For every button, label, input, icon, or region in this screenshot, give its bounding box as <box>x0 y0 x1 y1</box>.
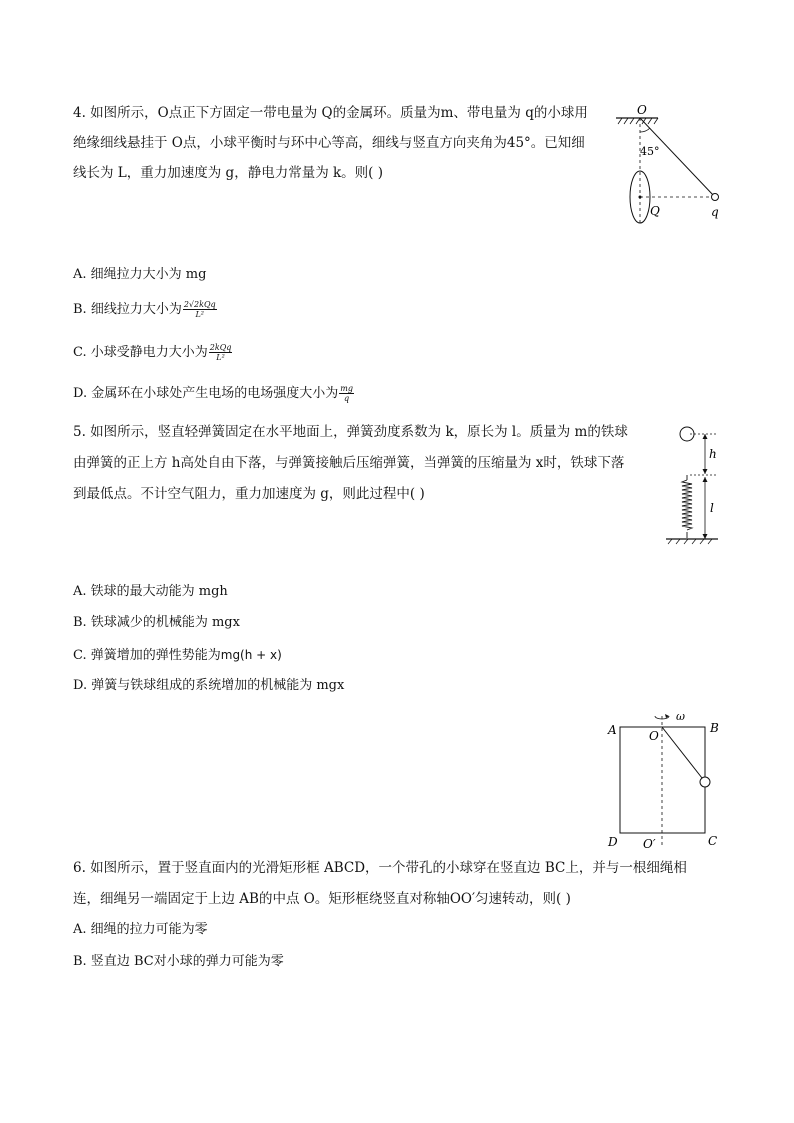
q5-option-b: B. 铁球减少的机械能为 mgx <box>73 615 240 630</box>
q4-option-b-label: B. 细线拉力大小为 <box>73 302 182 317</box>
q4-line-1: 4. 如图所示，O点正下方固定一带电量为 Q的金属环。质量为m、带电量为 q的小球用 <box>73 105 588 121</box>
q5-option-c-label: C. 弹簧增加的弹性势能为 <box>73 648 221 663</box>
q5-label-l: l <box>710 501 714 515</box>
q4-line-2: 绝缘细线悬挂于 O点，小球平衡时与环中心等高，细线与竖直方向夹角为45°。已知细 <box>73 135 585 151</box>
q6-option-b: B. 竖直边 BC对小球的弹力可能为零 <box>73 954 284 969</box>
q4-option-c-fraction: $\frac{\text{2kQq}}{\text{L²}}$ <box>209 343 232 362</box>
q6-rope <box>662 727 702 778</box>
q6-label-A: A <box>608 723 617 737</box>
q4-option-d <box>73 384 354 404</box>
q4-label-O: O <box>637 103 647 117</box>
q5-option-c <box>73 645 282 666</box>
q4-label-q: q <box>711 205 719 219</box>
q5-label-h: h <box>709 447 717 461</box>
q5-figure-spring <box>660 422 730 547</box>
q6-option-a: A. 细绳的拉力可能为零 <box>73 922 208 937</box>
q5-option-c-expression: mg(h + x) <box>220 648 282 662</box>
q4-option-d-fraction: $\frac{mg}{q}$ <box>340 384 353 403</box>
q4-option-a: A. 细绳拉力大小为 mg <box>73 267 207 282</box>
q4-ball <box>712 194 719 201</box>
q6-figure-frame <box>600 706 730 852</box>
q6-line-2: 连，细绳另一端固定于上边 AB的中点 O。矩形框绕竖直对称轴OO′匀速转动，则( ) <box>73 891 571 907</box>
q6-label-C: C <box>708 834 718 848</box>
q5-option-a: A. 铁球的最大动能为 mgh <box>73 584 228 599</box>
q4-option-d-label: D. 金属环在小球处产生电场的电场强度大小为 <box>73 386 339 401</box>
q6-label-O-prime: O′ <box>643 837 656 851</box>
q6-label-D: D <box>608 835 618 849</box>
q5-line-2: 由弹簧的正上方 h高处自由下落，与弹簧接触后压缩弹簧，当弹簧的压缩量为 x时，铁球下落 <box>73 455 625 471</box>
q4-option-c <box>73 343 232 363</box>
q4-figure-pendulum <box>610 98 740 228</box>
q5-line-3: 到最低点。不计空气阻力，重力加速度为 g，则此过程中( ) <box>73 486 425 502</box>
q6-line-1: 6. 如图所示，置于竖直面内的光滑矩形框 ABCD，一个带孔的小球穿在竖直边 BC上，并与一根细绳相 <box>73 860 687 876</box>
q4-label-Q: Q <box>650 204 660 218</box>
q5-spring <box>682 475 692 538</box>
q4-line-3: 线长为 L，重力加速度为 g，静电力常量为 k。则( ) <box>73 165 383 181</box>
q6-label-O: O <box>649 729 659 743</box>
q6-rect-frame <box>620 727 705 833</box>
q4-option-c-label: C. 小球受静电力大小为 <box>73 345 208 360</box>
q4-option-b-fraction: $\frac{\text{2√2kQq}}{\text{L²}}$ <box>183 300 216 319</box>
q5-line-1: 5. 如图所示，竖直轻弹簧固定在水平地面上，弹簧劲度系数为 k，原长为 l。质量为 m的铁球 <box>73 424 628 440</box>
q6-label-B: B <box>710 721 719 735</box>
q5-option-d: D. 弹簧与铁球组成的系统增加的机械能为 mgx <box>73 678 345 693</box>
q6-ball <box>700 777 710 787</box>
q6-label-omega: ω <box>676 710 685 723</box>
q4-label-angle: 45° <box>640 145 660 158</box>
q4-option-b <box>73 300 217 320</box>
